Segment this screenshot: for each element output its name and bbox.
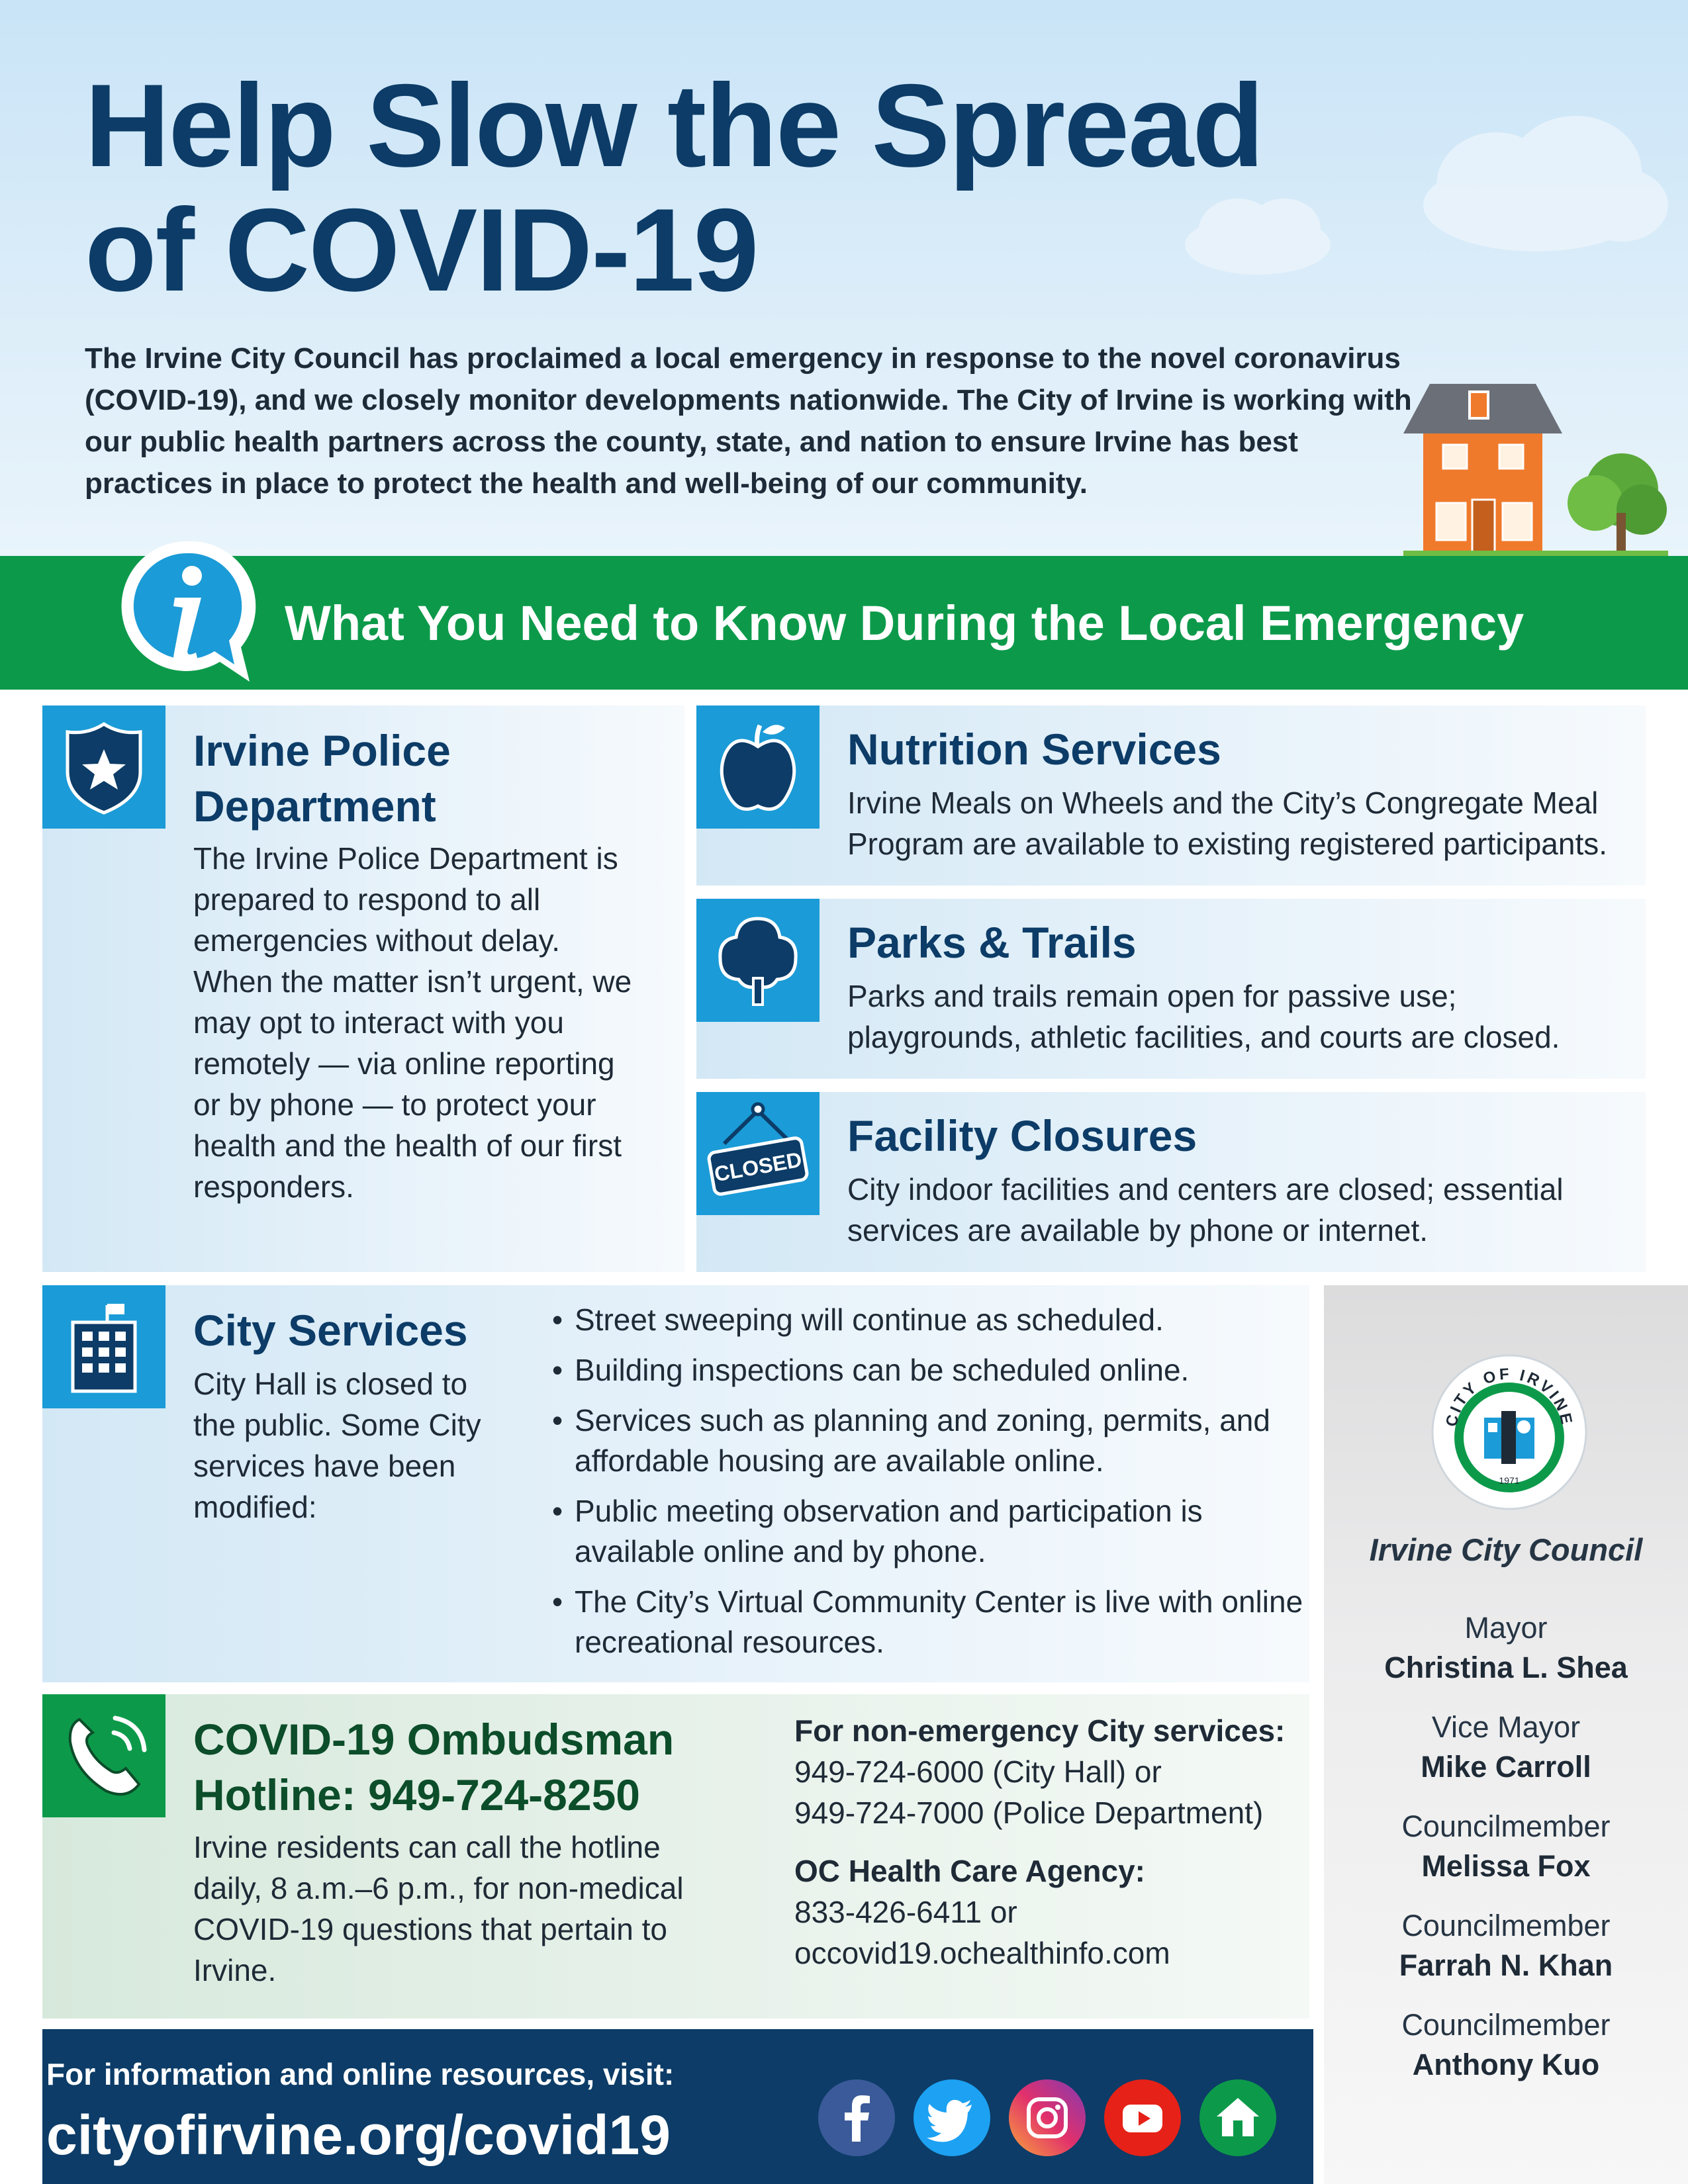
nutrition-title: Nutrition Services [847,725,1221,774]
closed-sign-text: CLOSED [712,1147,804,1187]
city-seal-logo [1430,1353,1589,1512]
footer-lead: For information and online resources, visit: [46,2057,675,2091]
council-member-kuo: Councilmember Anthony Kuo [1401,2008,1611,2081]
facility-icon-box [696,1092,820,1215]
council-member-mayor: Mayor Christina L. Shea [1384,1611,1628,1684]
city-services-card [42,1285,1309,1682]
nutrition-icon-box [696,705,820,829]
council-title: Irvine City Council [1369,1532,1643,1567]
list-item: • Building inspections can be scheduled online. [552,1350,1320,1390]
apple-icon [696,705,820,829]
oc-health-phone: 833-426-6411 or [794,1895,1017,1929]
parks-title: Parks & Trails [847,918,1137,967]
list-item: • The City’s Virtual Community Center is live with online recreational resources. [552,1582,1320,1662]
twitter-icon[interactable] [914,2079,990,2156]
banner-title: What You Need to Know During the Local Emergency [285,596,1524,651]
city-services-list [552,1300,1320,1672]
house-illustration [1403,371,1668,556]
home-icon[interactable] [1199,2079,1276,2156]
city-services-title: City Services [193,1306,468,1355]
city-hall-building-icon [42,1285,165,1408]
header [0,0,1688,556]
non-emergency-heading: For non-emergency City services: [794,1713,1286,1748]
footer [42,2029,1313,2184]
city-services-icon-box [42,1285,165,1408]
seal-year: 1971 [1499,1475,1520,1486]
ombudsman-title: COVID-19 Ombudsman Hotline: 949-724-8250 [193,1715,675,1819]
police-card [42,705,684,1272]
police-title: Irvine Police Department [193,726,451,831]
council-sidebar [1324,1285,1688,2184]
oc-health-website[interactable]: occovid19.ochealthinfo.com [794,1936,1170,1970]
facility-body: City indoor facilities and centers are closed; essential services are available by phone or internet. [847,1172,1564,1248]
council-member-vice-mayor: Vice Mayor Mike Carroll [1421,1710,1591,1784]
ombudsman-body: Irvine residents can call the hotline daily, 8 a.m.–6 p.m., for non-medical COVID-19 questions that pertain to Irvine. [193,1830,684,1987]
facility-card [696,1092,1646,1272]
city-services-body: City Hall is closed to the public. Some City services have been modified: [193,1367,481,1524]
page-title [85,60,1376,316]
tree-icon [696,899,820,1022]
list-item: • Services such as planning and zoning, permits, and affordable housing are available online. [552,1400,1320,1481]
council-member-fox: Councilmember Melissa Fox [1401,1809,1611,1883]
list-item: • Public meeting observation and participation is available online and by phone. [552,1491,1320,1572]
facebook-icon[interactable] [818,2079,895,2156]
ombudsman-card [42,1694,1309,2019]
title-line-1: Help Slow the Spread [85,60,1263,191]
youtube-icon[interactable] [1104,2079,1181,2156]
intro-paragraph: The Irvine City Council has proclaimed a local emergency in response to the novel coronavirus (COVID-19), and we closely monitor developments nationwide. The City of Irvine is working with our public health partners across the county, state, and nation to ensure Irvine has best practices in place to protect the health and well-being of our community. [85,342,1412,500]
parks-card [696,899,1646,1079]
non-emergency-city-hall: 949-724-6000 (City Hall) or [794,1754,1162,1789]
police-icon-box [42,705,165,829]
council-member-khan: Councilmember Farrah N. Khan [1399,1909,1613,1982]
closed-sign-icon [696,1092,820,1215]
phone-icon [42,1694,165,1817]
police-body: The Irvine Police Department is prepared to respond to all emergencies without delay. When the matter isn’t urgent, we may opt to interact with you remotely — via online reporting or by phone — to protect your health and the health of our first responders. [193,841,632,1204]
list-item: • Street sweeping will continue as scheduled. [552,1300,1320,1340]
instagram-icon[interactable] [1009,2079,1086,2156]
info-icon [114,535,259,687]
title-line-2: of COVID-19 [85,184,758,316]
seal-text: CITY OF IRVINE [1442,1365,1576,1429]
non-emergency-police: 949-724-7000 (Police Department) [794,1796,1264,1830]
parks-body: Parks and trails remain open for passive use; playgrounds, athletic facilities, and courts are closed. [847,979,1560,1054]
parks-icon-box [696,899,820,1022]
facility-title: Facility Closures [847,1111,1197,1160]
oc-health-heading: OC Health Care Agency: [794,1854,1145,1888]
nutrition-card [696,705,1646,886]
ombudsman-icon-box [42,1694,165,1817]
footer-url-link[interactable]: cityofirvine.org/covid19 [46,2104,671,2166]
police-badge-icon [42,705,165,829]
nutrition-body: Irvine Meals on Wheels and the City’s Congregate Meal Program are available to existing registered participants. [847,786,1608,861]
